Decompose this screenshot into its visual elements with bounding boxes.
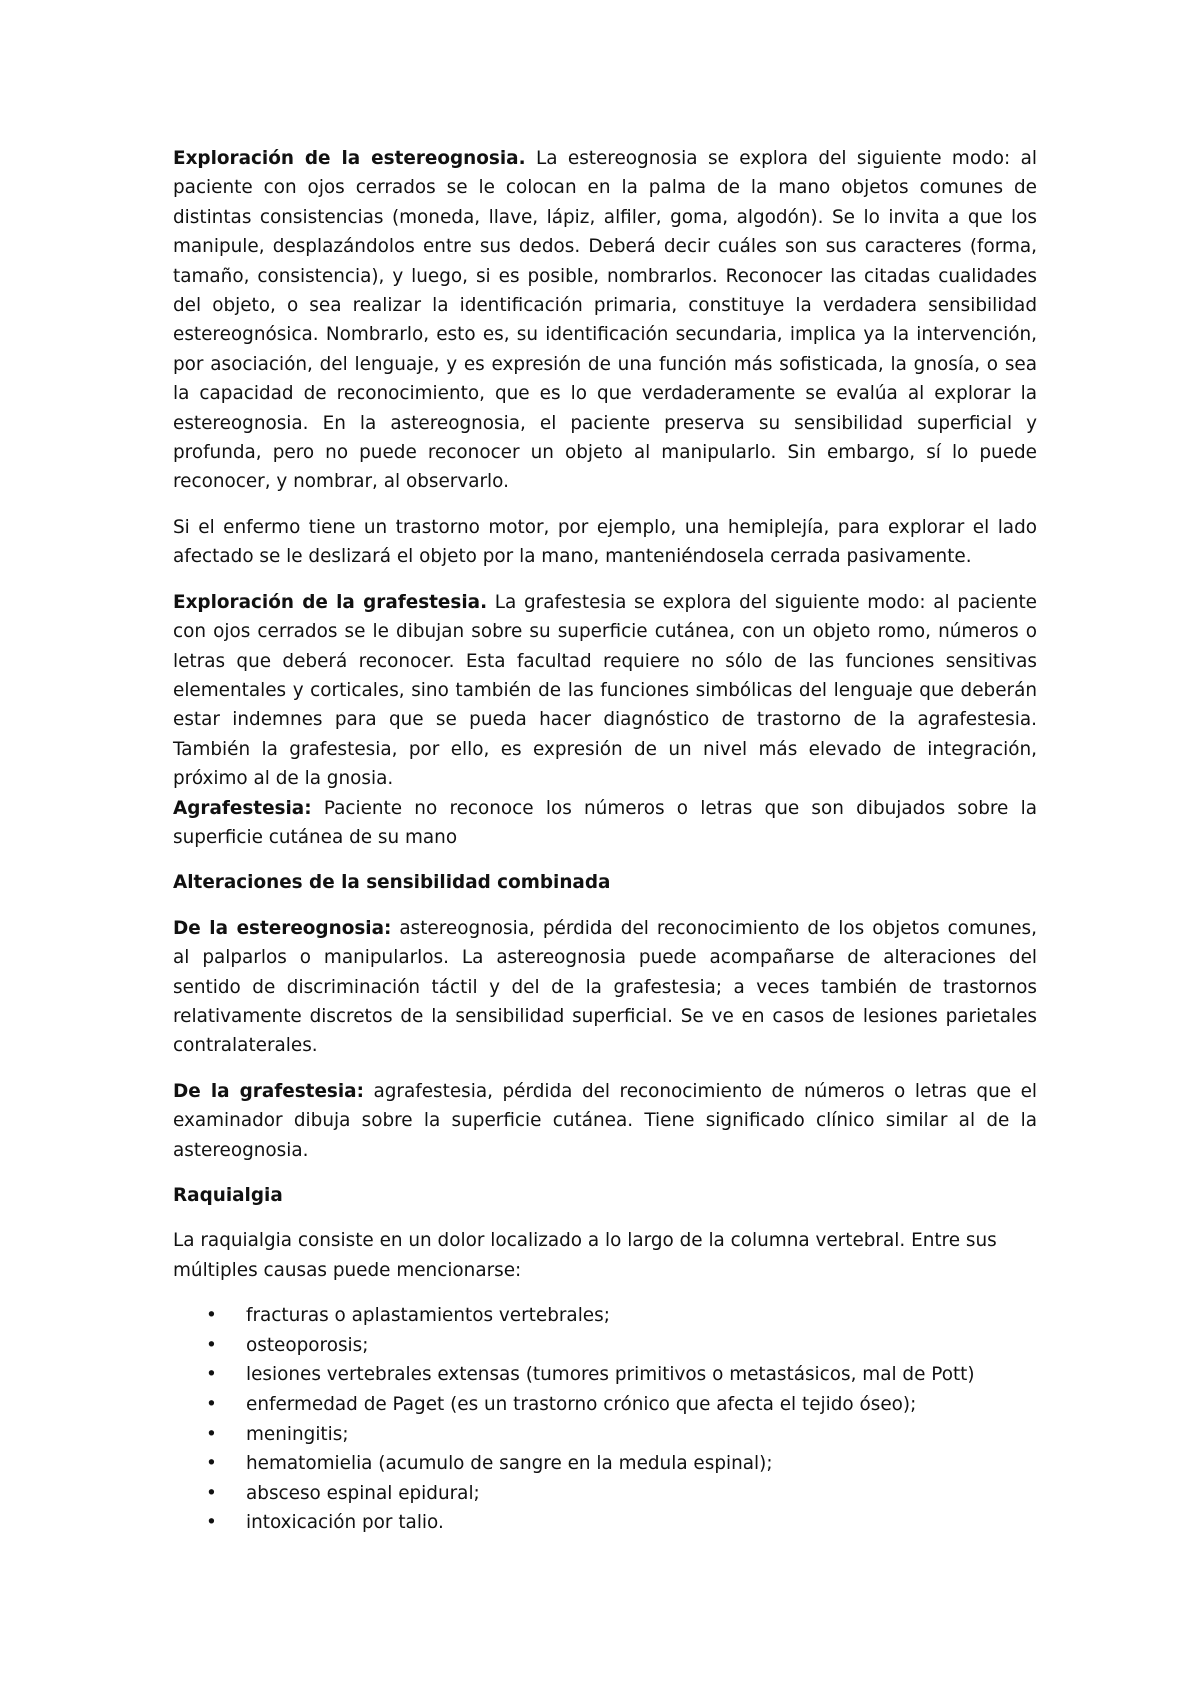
list-item-text: absceso espinal epidural; [246, 1482, 480, 1504]
list-item-text: hematomielia (acumulo de sangre en la medula espinal); [246, 1453, 773, 1475]
list-item [173, 1331, 1037, 1361]
bullet-icon: • [206, 1482, 217, 1504]
estereognosia-heading: Exploración de la estereognosia. [173, 148, 526, 169]
bullet-icon: • [206, 1394, 217, 1415]
bullet-icon: • [206, 1512, 217, 1534]
document-page [173, 144, 1037, 1538]
list-item [173, 1508, 1037, 1538]
list-item [173, 1420, 1037, 1450]
list-item [173, 1449, 1037, 1479]
raquialgia-heading: Raquialgia [173, 1185, 283, 1206]
raquialgia-causes-list [173, 1301, 1037, 1538]
bullet-icon: • [206, 1423, 217, 1445]
list-item-text: intoxicación por talio. [246, 1512, 444, 1534]
de-estereognosia-label: De la estereognosia: [173, 917, 392, 939]
de-grafestesia-label: De la grafestesia: [173, 1080, 364, 1102]
bullet-icon: • [206, 1305, 217, 1327]
estereognosia-body: La estereognosia se explora del siguiente modo: al paciente con ojos cerrados se le colocan en la palma de la mano objetos comunes de distintas consistencias (moneda, llave, lápiz, alfiler, goma, algodón). Se lo invita a que los manipule, desplazándolos entre sus dedos. Deberá decir cuáles son sus caracteres (forma, tamaño, consistencia), y luego, si es posible, nombrarlos. Reconocer las citadas cualidades del objeto, o sea realizar la identificación primaria, constituye la verdadera sensibilidad estereognósica. Nombrarlo, esto es, su identificación secundaria, implica ya la intervención, por asociación, del lenguaje, y es expresión de una función más sofisticada, la gnosía, o sea la capacidad de reconocimiento, que es lo que verdaderamente se evalúa al explorar la estereognosia. En la astereognosia, el paciente preserva su sensibilidad superficial y profunda, pero no puede reconocer un objeto al manipularlo. Sin embargo, sí lo puede reconocer, y nombrar, al observarlo. [173, 148, 1037, 493]
list-item [173, 1390, 1037, 1420]
list-item-text: osteoporosis; [246, 1334, 369, 1356]
raquialgia-intro: La raquialgia consiste en un dolor localizado a lo largo de la columna vertebral. Entre sus múltiples causas puede mencionarse: [173, 1230, 997, 1281]
list-item-text: enfermedad de Paget (es un trastorno crónico que afecta el tejido óseo); [246, 1394, 917, 1415]
list-item [173, 1479, 1037, 1509]
de-grafestesia-paragraph [173, 1077, 1037, 1165]
bullet-icon: • [206, 1334, 217, 1356]
agrafestesia-body: Paciente no reconoce los números o letras que son dibujados sobre la superficie cutánea de su mano [173, 797, 1037, 848]
grafestesia-heading: Exploración de la grafestesia. [173, 591, 488, 613]
agrafestesia-paragraph [173, 794, 1037, 853]
de-estereognosia-body: astereognosia, pérdida del reconocimiento de los objetos comunes, al palparlos o manipularlos. La astereognosia puede acompañarse de alteraciones del sentido de discriminación táctil y del de la grafestesia; a veces también de trastornos relativamente discretos de la sensibilidad superficial. Se ve en casos de lesiones parietales contralaterales. [173, 917, 1037, 1057]
bullet-icon: • [206, 1453, 217, 1475]
list-item-text: lesiones vertebrales extensas (tumores primitivos o metastásicos, mal de Pott) [246, 1364, 975, 1386]
bullet-icon: • [206, 1364, 217, 1386]
list-item [173, 1360, 1037, 1390]
list-item [173, 1301, 1037, 1331]
list-item-text: fracturas o aplastamientos vertebrales; [246, 1305, 610, 1327]
trastorno-motor-paragraph: Si el enfermo tiene un trastorno motor, por ejemplo, una hemiplejía, para explorar el lado afectado se le deslizará el objeto por la mano, manteniéndosela cerrada pasivamente. [173, 516, 1037, 568]
grafestesia-paragraph [173, 588, 1037, 794]
list-item-text: meningitis; [246, 1423, 349, 1445]
de-grafestesia-body: agrafestesia, pérdida del reconocimiento de números o letras que el examinador dibuja sobre la superficie cutánea. Tiene significado clínico similar al de la astereognosia. [173, 1080, 1037, 1161]
estereognosia-paragraph [173, 144, 1037, 497]
grafestesia-body: La grafestesia se explora del siguiente modo: al paciente con ojos cerrados se le dibujan sobre su superficie cutánea, con un objeto romo, números o letras que deberá reconocer. Esta facultad requiere no sólo de las funciones sensitivas elementales y corticales, sino también de las funciones simbólicas del lenguaje que deberán estar indemnes para que se pueda hacer diagnóstico de trastorno de la agrafestesia. También la grafestesia, por ello, es expresión de un nivel más elevado de integración, próximo al de la gnosia. [173, 591, 1037, 790]
alteraciones-heading: Alteraciones de la sensibilidad combinada [173, 872, 611, 894]
de-estereognosia-paragraph [173, 914, 1037, 1061]
agrafestesia-label: Agrafestesia: [173, 797, 312, 819]
